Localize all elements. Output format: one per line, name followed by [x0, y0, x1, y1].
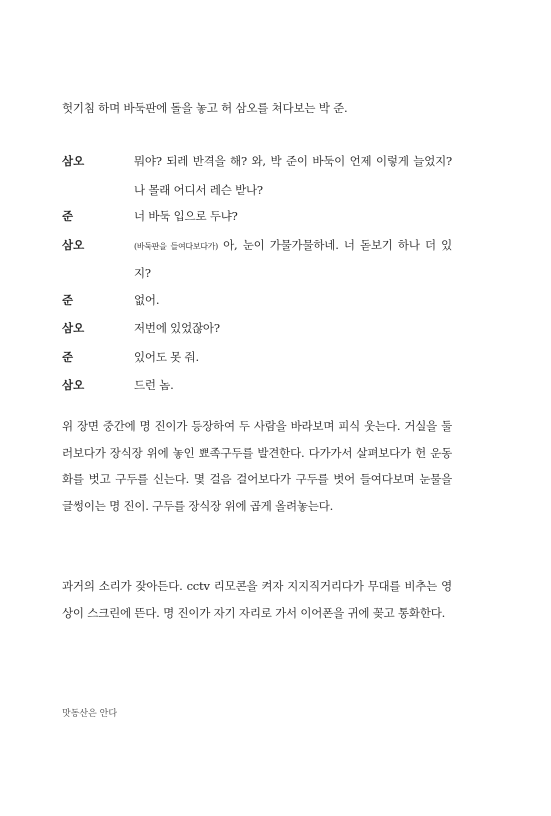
speaker-name: 삼오	[62, 237, 85, 252]
speech-body: 저번에 있었잖아?	[134, 321, 220, 335]
stage-direction-paragraph: 위 장면 중간에 명 진이가 등장하여 두 사람을 바라보며 피식 웃는다. 거실을 둘러보다가 장식장 위에 놓인 뾰족구두를 발견한다. 다가가서 살펴보다가 헌 운동화를 벗고 구두를 신는다. 몇 걸음 걸어보다가 구두를 벗어 들여다보며 눈물을 글썽이는 명 진이. 구두를 장식장 위에 곱게 올려놓는다.	[62, 419, 452, 513]
dialogue-line	[62, 344, 462, 373]
dialogue-line	[62, 232, 462, 287]
speaker-name: 삼오	[62, 154, 85, 168]
speech-text	[134, 344, 452, 373]
dialogue-line	[62, 372, 462, 401]
speaker-name: 준	[62, 292, 74, 307]
speech-text	[134, 148, 452, 203]
speaker-name: 준	[62, 349, 74, 364]
speech-body: 아, 눈이 가물가물하네. 너 돋보기 하나 더 있지?	[134, 237, 452, 280]
dialogue-line	[62, 315, 462, 344]
speech-text	[134, 232, 452, 287]
page-footer: 맛동산은 안다	[62, 709, 118, 719]
speaker-name: 준	[62, 209, 74, 223]
parenthetical: (바둑판을 들여다보다가)	[134, 241, 218, 251]
dialogue-line	[62, 287, 462, 316]
speech-body: 너 바둑 입으로 두냐?	[134, 209, 238, 223]
dialogue-line	[62, 203, 462, 232]
speech-body: 뭐야? 되레 반격을 해? 와, 박 준이 바둑이 언제 이렇게 늘었지? 나 몰래 어디서 레슨 받나?	[134, 154, 452, 197]
speech-text	[134, 372, 452, 401]
dialogue-block	[62, 148, 462, 401]
stage-direction-intro: 헛기침 하며 바둑판에 돌을 놓고 허 삼오를 쳐다보는 박 준.	[62, 101, 348, 115]
speaker-name: 삼오	[62, 321, 85, 335]
dialogue-line	[62, 148, 462, 203]
speech-body: 없어.	[134, 292, 160, 307]
speech-text	[134, 315, 452, 344]
speech-body: 드런 놈.	[134, 378, 174, 392]
stage-direction-paragraph: 과거의 소리가 잦아든다. cctv 리모콘을 켜자 지지직거리다가 무대를 비추는 영상이 스크린에 뜬다. 명 진이가 자기 자리로 가서 이어폰을 귀에 꽂고 통화한다.	[62, 579, 452, 620]
speech-text	[134, 203, 452, 232]
speech-body: 있어도 못 줘.	[134, 349, 199, 364]
speaker-name: 삼오	[62, 378, 85, 392]
speech-text	[134, 287, 452, 316]
